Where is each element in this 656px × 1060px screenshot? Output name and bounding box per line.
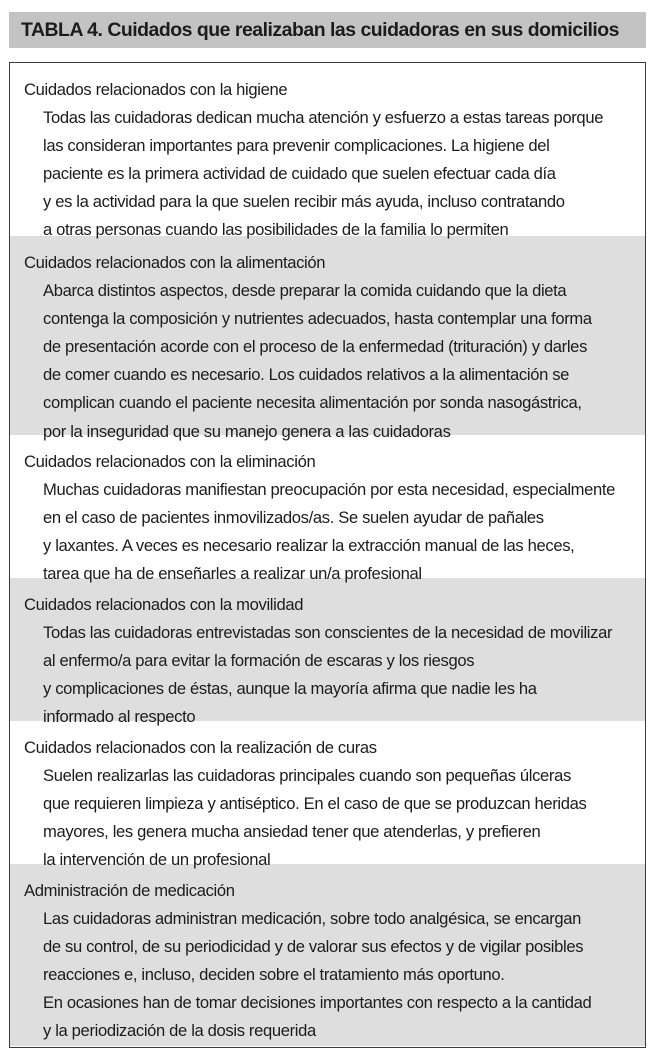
section-feeding — [10, 236, 645, 441]
section-text-line: contenga la composición y nutrientes adecuados, hasta contemplar una forma — [43, 309, 592, 329]
section-text-line: complican cuando el paciente necesita alimentación por sonda nasogástrica, — [43, 393, 582, 413]
section-text-line: Suelen realizarlas las cuidadoras principales cuando son pequeñas úlceras — [43, 766, 571, 786]
section-title: Cuidados relacionados con la eliminación — [24, 452, 316, 471]
section-title: Cuidados relacionados con la movilidad — [24, 595, 304, 614]
section-mobility — [10, 578, 645, 727]
section-text-line: de presentación acorde con el proceso de la enfermedad (trituración) y darles — [43, 337, 588, 357]
section-text-line: de comer cuando es necesario. Los cuidados relativos a la alimentación se — [43, 365, 570, 385]
section-text-line: y es la actividad para la que suelen recibir más ayuda, incluso contratando — [43, 192, 565, 212]
section-wound-care — [10, 721, 645, 870]
section-text-line: Las cuidadoras administran medicación, sobre todo analgésica, se encargan — [43, 909, 582, 929]
section-text-line: tarea que ha de enseñarles a realizar un/a profesional — [43, 564, 422, 584]
section-text-line: al enfermo/a para evitar la formación de escaras y los riesgos — [43, 651, 475, 671]
section-medication — [10, 864, 645, 1046]
section-text-line: y laxantes. A veces es necesario realizar la extracción manual de las heces, — [43, 536, 575, 556]
section-text-line: que requieren limpieza y antiséptico. En el caso de que se produzcan heridas — [43, 794, 587, 814]
section-text-line: las consideran importantes para prevenir complicaciones. La higiene del — [43, 136, 550, 156]
section-text-line: Muchas cuidadoras manifiestan preocupación por esta necesidad, especialmente — [43, 480, 616, 500]
section-text-line: y la periodización de la dosis requerida — [43, 1021, 316, 1041]
section-text-line: por la inseguridad que su manejo genera a las cuidadoras — [43, 421, 451, 441]
section-elimination — [10, 435, 645, 584]
section-text-line: Todas las cuidadoras entrevistadas son conscientes de la necesidad de movilizar — [43, 623, 613, 643]
section-title: Cuidados relacionados con la alimentación — [24, 253, 326, 272]
section-text-line: Abarca distintos aspectos, desde preparar la comida cuidando que la dieta — [43, 281, 567, 301]
section-text-line: a otras personas cuando las posibilidades de la familia lo permiten — [43, 220, 509, 240]
care-table — [9, 62, 646, 1048]
section-text-line: la intervención de un profesional — [43, 850, 271, 870]
section-text-line: y complicaciones de éstas, aunque la mayoría afirma que nadie les ha — [43, 679, 537, 699]
section-text-line: reacciones e, incluso, deciden sobre el tratamiento más oportuno. — [43, 965, 505, 985]
section-text-line: En ocasiones han de tomar decisiones importantes con respecto a la cantidad — [43, 993, 592, 1013]
section-text-line: Todas las cuidadoras dedican mucha atención y esfuerzo a estas tareas porque — [43, 108, 604, 128]
section-text-line: en el caso de pacientes inmovilizados/as. Se suelen ayudar de pañales — [43, 508, 544, 528]
section-title: Cuidados relacionados con la higiene — [24, 80, 288, 99]
section-title: Cuidados relacionados con la realización de curas — [24, 738, 377, 757]
table-title: TABLA 4. Cuidados que realizaban las cuidadoras en sus domicilios — [9, 12, 646, 48]
section-text-line: informado al respecto — [43, 707, 196, 727]
section-text-line: de su control, de su periodicidad y de valorar sus efectos y de vigilar posibles — [43, 937, 584, 957]
section-title: Administración de medicación — [24, 881, 235, 900]
section-text-line: paciente es la primera actividad de cuidado que suelen efectuar cada día — [43, 164, 556, 184]
section-text-line: mayores, les genera mucha ansiedad tener que atenderlas, y prefieren — [43, 822, 541, 842]
section-hygiene — [10, 63, 645, 240]
